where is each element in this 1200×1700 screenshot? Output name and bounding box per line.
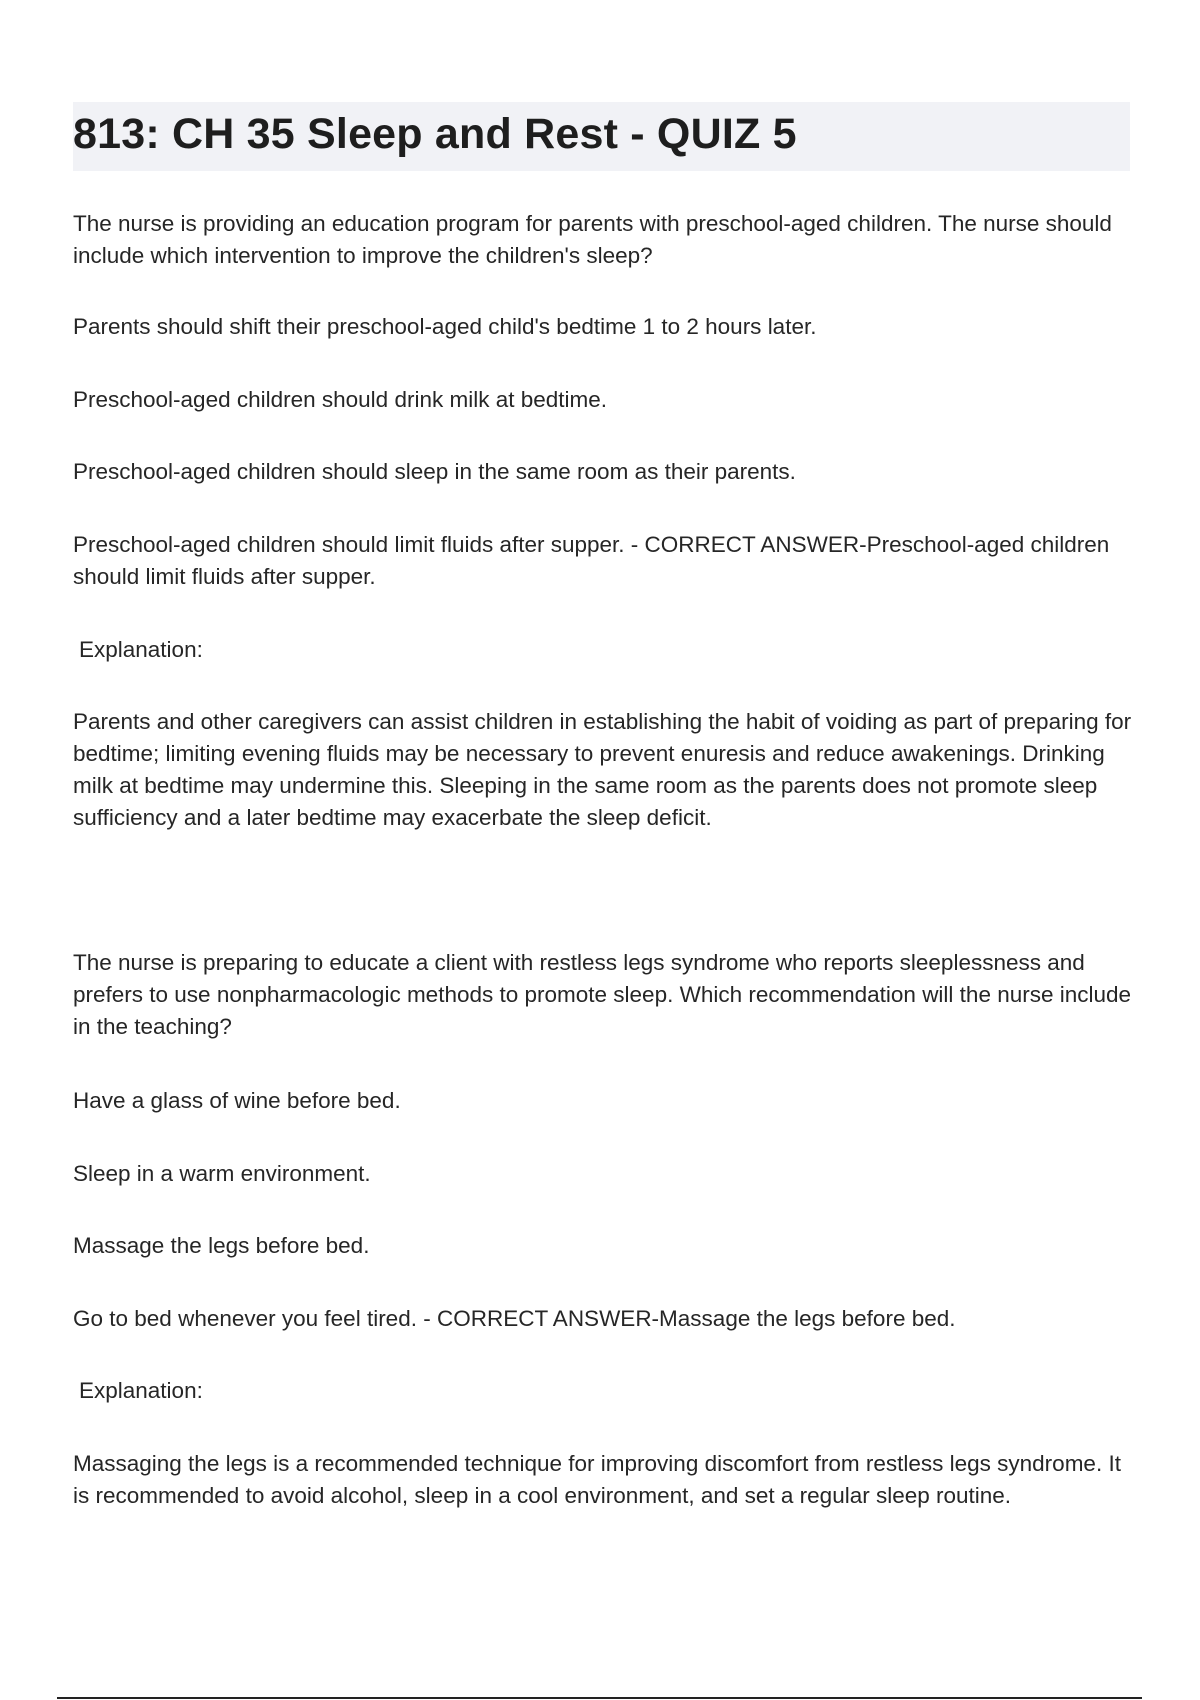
question-1-explanation-label: Explanation: [79,637,203,662]
question-2-option-1: Have a glass of wine before bed. [73,1088,401,1113]
question-1-explanation: Parents and other caregivers can assist children in establishing the habit of voiding as part of preparing for bedtime; limiting evening fluids may be necessary to prevent enuresis and reduce awakenings. Drinking milk at bedtime may undermine this. Sleeping in the same room as the parents does not promote sleep sufficiency and a later bedtime may exacerbate the sleep deficit. [73,709,1132,830]
footer-divider [57,1697,1142,1699]
question-2-text: The nurse is preparing to educate a client with restless legs syndrome who reports sleeplessness and prefers to use nonpharmacologic methods to promote sleep. Which recommendation will the nurse include in the teaching? [73,950,1132,1039]
question-1-text: The nurse is providing an education program for parents with preschool-aged children. The nurse should include which intervention to improve the children's sleep? [73,211,1112,268]
title-bar [73,102,1130,171]
question-1-option-1: Parents should shift their preschool-aged child's bedtime 1 to 2 hours later. [73,314,817,339]
question-2-explanation: Massaging the legs is a recommended technique for improving discomfort from restless legs syndrome. It is recommended to avoid alcohol, sleep in a cool environment, and set a regular sleep routine. [73,1451,1121,1508]
question-2-option-3: Massage the legs before bed. [73,1233,370,1258]
page-title: 813: CH 35 Sleep and Rest - QUIZ 5 [73,110,797,158]
question-2-explanation-label: Explanation: [79,1378,203,1403]
question-1-option-2: Preschool-aged children should drink milk at bedtime. [73,387,608,412]
question-1-option-4-answer: Preschool-aged children should limit fluids after supper. - CORRECT ANSWER-Preschool-aged children should limit fluids after supper. [73,532,1110,589]
question-1-option-3: Preschool-aged children should sleep in the same room as their parents. [73,459,796,484]
question-2-option-2: Sleep in a warm environment. [73,1161,371,1186]
question-2-option-4-answer: Go to bed whenever you feel tired. - CORRECT ANSWER-Massage the legs before bed. [73,1306,956,1331]
